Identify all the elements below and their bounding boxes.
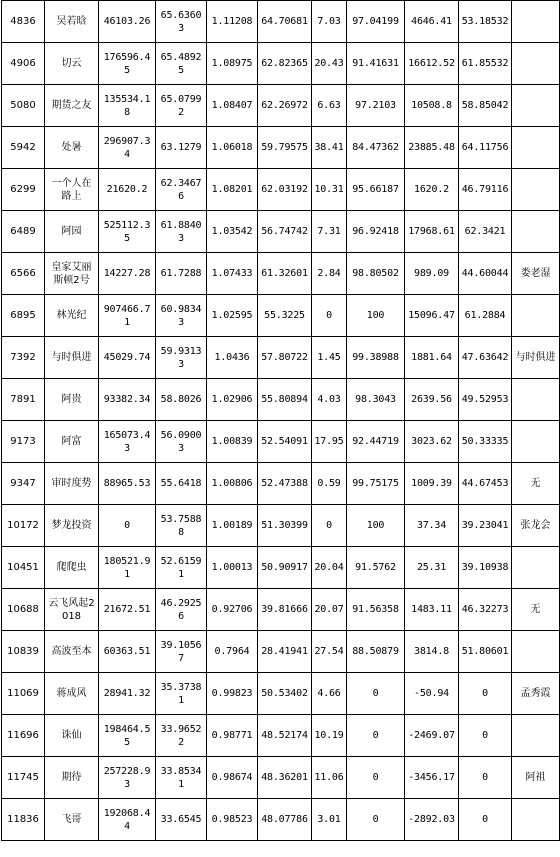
- cell-value-6: 98.3043: [347, 379, 405, 421]
- table-row: [2, 631, 560, 673]
- cell-note: [512, 43, 560, 85]
- cell-value-7: 2639.56: [405, 379, 459, 421]
- cell-note: [512, 547, 560, 589]
- cell-value-5: 17.95: [312, 421, 347, 463]
- cell-value-6: 97.2103: [347, 85, 405, 127]
- table-row: [2, 421, 560, 463]
- cell-value-6: 99.75175: [347, 463, 405, 505]
- cell-name: 梦龙投资: [45, 505, 99, 547]
- table-row: [2, 673, 560, 715]
- cell-value-6: 91.5762: [347, 547, 405, 589]
- cell-value-1: 88965.53: [99, 463, 156, 505]
- cell-value-5: 7.03: [312, 1, 347, 43]
- cell-value-5: 0.59: [312, 463, 347, 505]
- cell-value-8: 0: [459, 757, 512, 799]
- cell-value-7: 4646.41: [405, 1, 459, 43]
- cell-value-1: 907466.71: [99, 295, 156, 337]
- cell-name: 阿富: [45, 421, 99, 463]
- cell-value-6: 100: [347, 505, 405, 547]
- cell-value-1: 192068.44: [99, 799, 156, 841]
- cell-id: 4836: [2, 1, 45, 43]
- cell-value-3: 1.02595: [207, 295, 258, 337]
- table-row: [2, 463, 560, 505]
- cell-value-1: 176596.45: [99, 43, 156, 85]
- cell-value-5: 20.43: [312, 43, 347, 85]
- cell-id: 4906: [2, 43, 45, 85]
- cell-note: [512, 715, 560, 757]
- cell-value-3: 0.98771: [207, 715, 258, 757]
- cell-name: 切云: [45, 43, 99, 85]
- cell-value-4: 39.81666: [258, 589, 312, 631]
- cell-value-5: 10.31: [312, 169, 347, 211]
- cell-value-5: 20.07: [312, 589, 347, 631]
- cell-value-5: 7.31: [312, 211, 347, 253]
- cell-value-2: 33.6545: [156, 799, 207, 841]
- cell-id: 9347: [2, 463, 45, 505]
- cell-value-5: 38.41: [312, 127, 347, 169]
- cell-value-1: 45029.74: [99, 337, 156, 379]
- cell-value-2: 33.96522: [156, 715, 207, 757]
- cell-note: [512, 631, 560, 673]
- cell-value-7: 3023.62: [405, 421, 459, 463]
- cell-value-8: 39.10938: [459, 547, 512, 589]
- cell-value-4: 51.30399: [258, 505, 312, 547]
- cell-value-7: -2892.03: [405, 799, 459, 841]
- cell-value-2: 65.07992: [156, 85, 207, 127]
- cell-id: 6489: [2, 211, 45, 253]
- table-row: [2, 337, 560, 379]
- cell-value-5: 11.06: [312, 757, 347, 799]
- cell-value-4: 55.3225: [258, 295, 312, 337]
- cell-value-3: 1.08201: [207, 169, 258, 211]
- cell-value-8: 0: [459, 673, 512, 715]
- cell-value-3: 1.06018: [207, 127, 258, 169]
- cell-value-7: 1620.2: [405, 169, 459, 211]
- cell-name: 一个人在路上: [45, 169, 99, 211]
- data-table: [1, 0, 560, 841]
- cell-value-3: 1.0436: [207, 337, 258, 379]
- cell-value-2: 65.48925: [156, 43, 207, 85]
- cell-value-8: 44.67453: [459, 463, 512, 505]
- cell-value-8: 51.80601: [459, 631, 512, 673]
- cell-value-7: 16612.52: [405, 43, 459, 85]
- cell-note: 张龙会: [512, 505, 560, 547]
- cell-value-8: 61.85532: [459, 43, 512, 85]
- cell-value-7: -50.94: [405, 673, 459, 715]
- cell-value-7: -2469.07: [405, 715, 459, 757]
- cell-value-3: 1.00189: [207, 505, 258, 547]
- cell-value-5: 6.63: [312, 85, 347, 127]
- cell-value-7: 23885.48: [405, 127, 459, 169]
- cell-value-6: 92.44719: [347, 421, 405, 463]
- cell-value-8: 62.3421: [459, 211, 512, 253]
- cell-value-2: 59.93133: [156, 337, 207, 379]
- cell-value-1: 21672.51: [99, 589, 156, 631]
- cell-value-2: 63.1279: [156, 127, 207, 169]
- cell-value-7: 1009.39: [405, 463, 459, 505]
- cell-value-6: 0: [347, 673, 405, 715]
- cell-value-5: 27.54: [312, 631, 347, 673]
- cell-value-7: 25.31: [405, 547, 459, 589]
- cell-value-5: 3.01: [312, 799, 347, 841]
- cell-id: 10451: [2, 547, 45, 589]
- cell-id: 6566: [2, 253, 45, 295]
- cell-value-4: 62.82365: [258, 43, 312, 85]
- cell-value-2: 61.7288: [156, 253, 207, 295]
- cell-value-1: 257228.93: [99, 757, 156, 799]
- cell-value-7: 989.09: [405, 253, 459, 295]
- cell-note: [512, 127, 560, 169]
- cell-value-6: 84.47362: [347, 127, 405, 169]
- cell-value-6: 91.41631: [347, 43, 405, 85]
- cell-value-7: 1483.11: [405, 589, 459, 631]
- cell-value-4: 57.80722: [258, 337, 312, 379]
- cell-value-2: 33.85341: [156, 757, 207, 799]
- cell-value-5: 0: [312, 505, 347, 547]
- cell-id: 11836: [2, 799, 45, 841]
- table-row: [2, 715, 560, 757]
- cell-name: 阿园: [45, 211, 99, 253]
- cell-value-7: 3814.8: [405, 631, 459, 673]
- cell-value-1: 21620.2: [99, 169, 156, 211]
- cell-value-3: 0.98674: [207, 757, 258, 799]
- cell-value-5: 4.66: [312, 673, 347, 715]
- cell-value-3: 1.02906: [207, 379, 258, 421]
- cell-value-4: 48.36201: [258, 757, 312, 799]
- cell-value-6: 96.92418: [347, 211, 405, 253]
- cell-value-2: 52.61591: [156, 547, 207, 589]
- cell-value-8: 61.2884: [459, 295, 512, 337]
- cell-value-8: 44.60044: [459, 253, 512, 295]
- cell-value-8: 50.33335: [459, 421, 512, 463]
- cell-value-7: 15096.47: [405, 295, 459, 337]
- cell-value-3: 0.98523: [207, 799, 258, 841]
- cell-value-6: 95.66187: [347, 169, 405, 211]
- table-row: [2, 43, 560, 85]
- cell-value-3: 0.7964: [207, 631, 258, 673]
- table-row: [2, 85, 560, 127]
- cell-value-8: 58.85042: [459, 85, 512, 127]
- cell-id: 7392: [2, 337, 45, 379]
- table-row: [2, 127, 560, 169]
- cell-value-1: 296907.34: [99, 127, 156, 169]
- cell-name: 吴若晗: [45, 1, 99, 43]
- cell-value-2: 35.37381: [156, 673, 207, 715]
- cell-value-8: 0: [459, 799, 512, 841]
- table-row: [2, 1, 560, 43]
- cell-value-1: 135534.18: [99, 85, 156, 127]
- cell-name: 爬爬虫: [45, 547, 99, 589]
- table-row: [2, 169, 560, 211]
- cell-note: [512, 421, 560, 463]
- cell-value-7: 17968.61: [405, 211, 459, 253]
- cell-value-5: 10.19: [312, 715, 347, 757]
- cell-name: 林光纪: [45, 295, 99, 337]
- cell-value-6: 97.04199: [347, 1, 405, 43]
- cell-value-6: 100: [347, 295, 405, 337]
- table-row: [2, 379, 560, 421]
- cell-value-2: 46.29256: [156, 589, 207, 631]
- cell-note: 无: [512, 463, 560, 505]
- cell-id: 6299: [2, 169, 45, 211]
- cell-name: 期待: [45, 757, 99, 799]
- cell-note: [512, 379, 560, 421]
- cell-value-3: 1.03542: [207, 211, 258, 253]
- table-row: [2, 211, 560, 253]
- cell-name: 蒋成风: [45, 673, 99, 715]
- cell-note: [512, 1, 560, 43]
- cell-note: 无: [512, 589, 560, 631]
- cell-value-3: 1.08407: [207, 85, 258, 127]
- cell-value-6: 0: [347, 757, 405, 799]
- cell-value-2: 56.09003: [156, 421, 207, 463]
- table-row: [2, 253, 560, 295]
- cell-value-8: 0: [459, 715, 512, 757]
- cell-name: 云飞风起2018: [45, 589, 99, 631]
- table-row: [2, 505, 560, 547]
- cell-name: 期货之友: [45, 85, 99, 127]
- cell-value-2: 55.6418: [156, 463, 207, 505]
- cell-value-6: 99.38988: [347, 337, 405, 379]
- cell-value-4: 48.52174: [258, 715, 312, 757]
- cell-value-3: 1.00839: [207, 421, 258, 463]
- cell-value-2: 39.10567: [156, 631, 207, 673]
- cell-id: 10839: [2, 631, 45, 673]
- table-row: [2, 547, 560, 589]
- table-row: [2, 295, 560, 337]
- cell-value-1: 198464.55: [99, 715, 156, 757]
- cell-note: 娄老湿: [512, 253, 560, 295]
- cell-value-4: 61.32601: [258, 253, 312, 295]
- cell-value-1: 46103.26: [99, 1, 156, 43]
- cell-value-6: 91.56358: [347, 589, 405, 631]
- cell-name: 高波至本: [45, 631, 99, 673]
- cell-value-4: 48.07786: [258, 799, 312, 841]
- cell-value-2: 62.34676: [156, 169, 207, 211]
- cell-name: 处暑: [45, 127, 99, 169]
- cell-value-1: 525112.35: [99, 211, 156, 253]
- cell-value-1: 93382.34: [99, 379, 156, 421]
- cell-value-5: 0: [312, 295, 347, 337]
- cell-value-5: 4.03: [312, 379, 347, 421]
- cell-value-3: 1.00806: [207, 463, 258, 505]
- cell-value-1: 180521.91: [99, 547, 156, 589]
- cell-name: 飞哥: [45, 799, 99, 841]
- cell-value-4: 62.26972: [258, 85, 312, 127]
- cell-value-4: 28.41941: [258, 631, 312, 673]
- cell-note: [512, 295, 560, 337]
- cell-value-1: 165073.43: [99, 421, 156, 463]
- cell-id: 10172: [2, 505, 45, 547]
- cell-id: 10688: [2, 589, 45, 631]
- cell-id: 11069: [2, 673, 45, 715]
- cell-value-8: 46.32273: [459, 589, 512, 631]
- cell-note: [512, 169, 560, 211]
- cell-value-5: 2.84: [312, 253, 347, 295]
- cell-value-2: 60.98343: [156, 295, 207, 337]
- cell-name: 皇家艾丽斯顿2号: [45, 253, 99, 295]
- cell-value-6: 88.50879: [347, 631, 405, 673]
- table-row: [2, 799, 560, 841]
- cell-note: [512, 211, 560, 253]
- table-row: [2, 757, 560, 799]
- cell-value-6: 0: [347, 799, 405, 841]
- cell-value-3: 1.08975: [207, 43, 258, 85]
- cell-id: 5942: [2, 127, 45, 169]
- cell-value-8: 53.18532: [459, 1, 512, 43]
- cell-note: 孟秀霞: [512, 673, 560, 715]
- cell-value-4: 50.90917: [258, 547, 312, 589]
- cell-value-8: 46.79116: [459, 169, 512, 211]
- cell-value-8: 49.52953: [459, 379, 512, 421]
- cell-note: 与时俱进: [512, 337, 560, 379]
- cell-note: [512, 799, 560, 841]
- cell-value-7: 1881.64: [405, 337, 459, 379]
- cell-value-4: 64.70681: [258, 1, 312, 43]
- cell-value-7: 37.34: [405, 505, 459, 547]
- cell-value-5: 1.45: [312, 337, 347, 379]
- cell-note: 阿祖: [512, 757, 560, 799]
- cell-value-6: 0: [347, 715, 405, 757]
- cell-id: 6895: [2, 295, 45, 337]
- cell-value-2: 65.63603: [156, 1, 207, 43]
- cell-value-3: 1.07433: [207, 253, 258, 295]
- cell-value-8: 39.23041: [459, 505, 512, 547]
- cell-value-1: 0: [99, 505, 156, 547]
- cell-value-1: 14227.28: [99, 253, 156, 295]
- cell-id: 11696: [2, 715, 45, 757]
- cell-value-7: 10508.8: [405, 85, 459, 127]
- cell-value-2: 58.8026: [156, 379, 207, 421]
- cell-value-4: 59.79575: [258, 127, 312, 169]
- cell-value-2: 61.88403: [156, 211, 207, 253]
- table-row: [2, 589, 560, 631]
- cell-value-3: 1.11208: [207, 1, 258, 43]
- cell-value-4: 50.53402: [258, 673, 312, 715]
- cell-value-3: 0.99823: [207, 673, 258, 715]
- cell-value-1: 60363.51: [99, 631, 156, 673]
- cell-name: 阿贵: [45, 379, 99, 421]
- cell-value-4: 56.74742: [258, 211, 312, 253]
- cell-id: 9173: [2, 421, 45, 463]
- cell-value-3: 0.92706: [207, 589, 258, 631]
- cell-name: 与时俱进: [45, 337, 99, 379]
- cell-name: 审时度势: [45, 463, 99, 505]
- cell-value-2: 53.75888: [156, 505, 207, 547]
- table-body: [2, 1, 560, 841]
- cell-value-5: 20.04: [312, 547, 347, 589]
- cell-value-8: 64.11756: [459, 127, 512, 169]
- cell-value-8: 47.63642: [459, 337, 512, 379]
- cell-id: 11745: [2, 757, 45, 799]
- cell-value-3: 1.00013: [207, 547, 258, 589]
- cell-id: 5080: [2, 85, 45, 127]
- cell-note: [512, 85, 560, 127]
- cell-value-6: 98.80502: [347, 253, 405, 295]
- cell-name: 诛仙: [45, 715, 99, 757]
- cell-id: 7891: [2, 379, 45, 421]
- cell-value-7: -3456.17: [405, 757, 459, 799]
- cell-value-1: 28941.32: [99, 673, 156, 715]
- cell-value-4: 52.47388: [258, 463, 312, 505]
- cell-value-4: 55.80894: [258, 379, 312, 421]
- cell-value-4: 62.03192: [258, 169, 312, 211]
- cell-value-4: 52.54091: [258, 421, 312, 463]
